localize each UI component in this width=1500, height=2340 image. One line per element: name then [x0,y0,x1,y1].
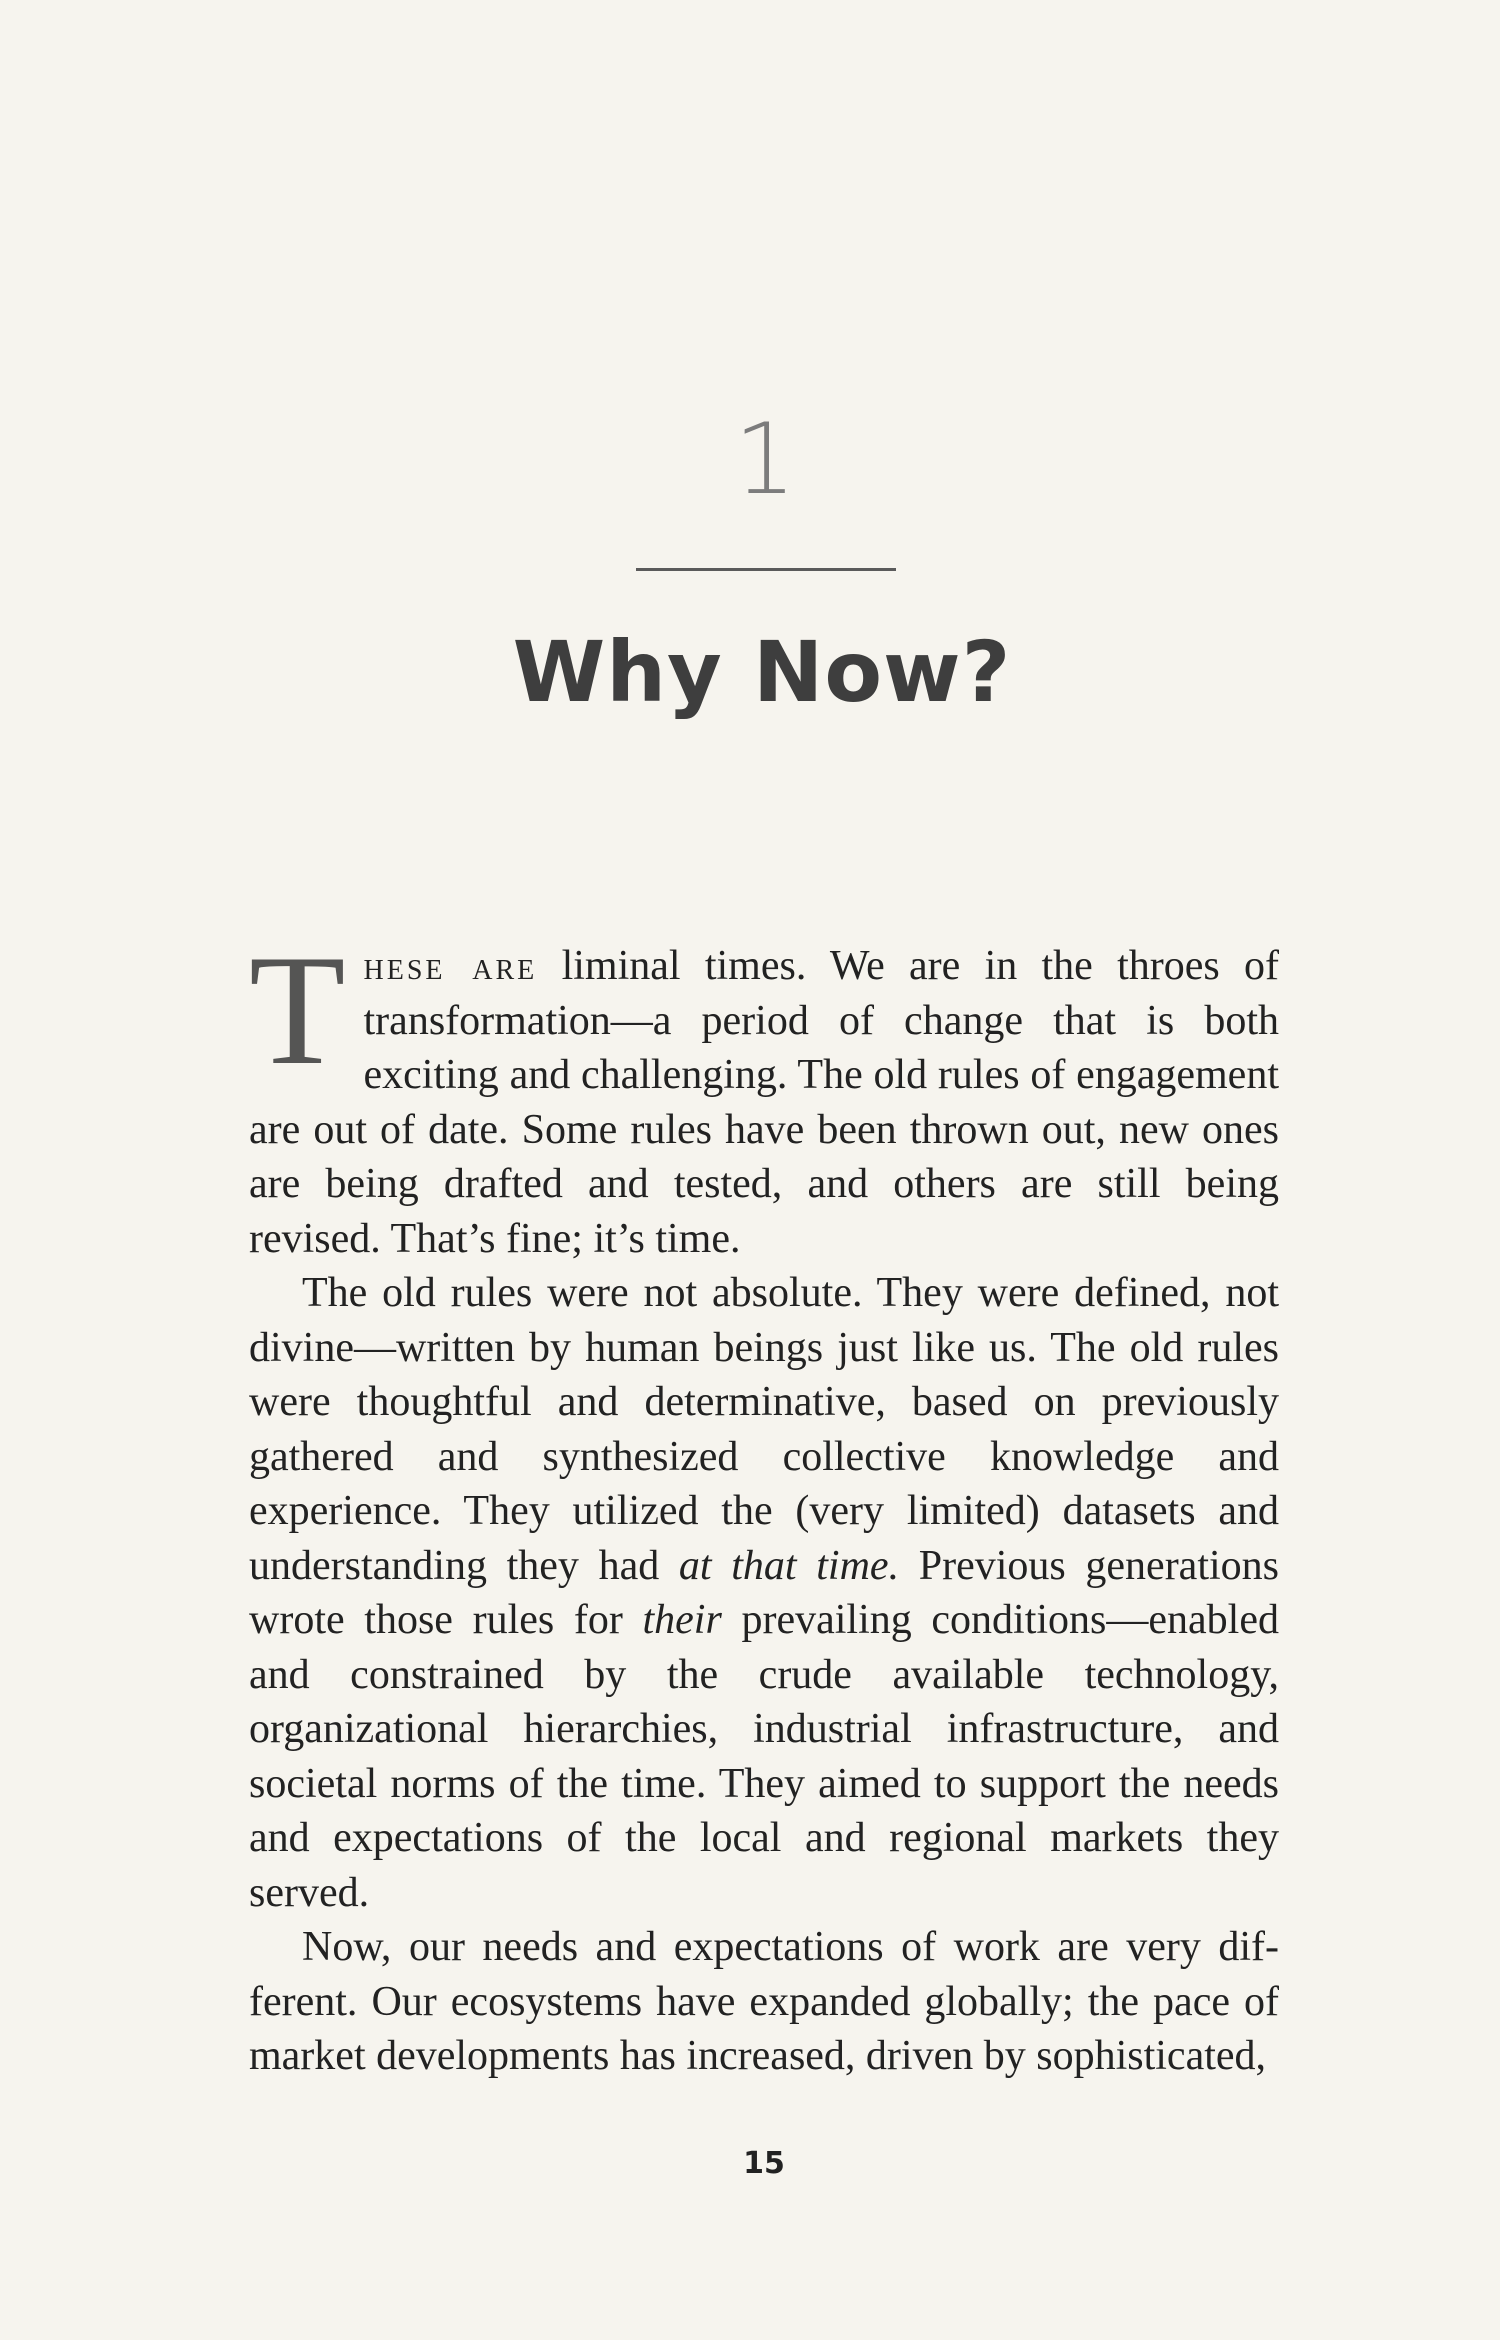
paragraph-2-text-b: Previous generations wrote those rules for [249,1542,1280,1643]
paragraph-1 [249,923,1279,1266]
chapter-divider [636,568,896,571]
paragraph-3 [249,1920,1279,2084]
paragraph-2-text-a: The old rules were not absolute. They were defined, not divine—written by human beings just like us. The old rules were thoughtful and determinative, based on previously gathered and synthesized collective knowledge and experience. They utilized the (very limited) datasets and understanding they had [249,1270,1279,1589]
paragraph-3-text: Now, our needs and expectations of work are very different. Our ecosystems have expanded globally; the pace of market developments has increased, driven by sophisticated, [249,1924,1279,2079]
chapter-title: Why Now? [512,623,1012,721]
emphasis-at-that-time: at that time. [678,1542,900,1589]
paragraph-1-text: liminal times. We are in the throes of transformation—a period of change that is both exciting and challenging. The old rules of engagement are out of date. Some rules have been thrown out, new ones are being drafted and tested, and others are still being revised. That’s fine; it’s time. [249,943,1279,1262]
chapter-body [249,923,1280,2084]
chapter-number: 1 [733,403,797,517]
emphasis-their: their [642,1597,722,1643]
paragraph-2 [249,1266,1279,1920]
paragraph-2-text-c: prevailing conditions—enabled and constrained by the crude available technology, organizational hierarchies, industrial infrastructure, and societal norms of the time. They aimed to support the needs and expectations of the local and regional markets they served. [249,1597,1279,1916]
lead-in-smallcaps: hese are [363,943,538,988]
drop-cap: T [249,923,346,1098]
page-number: 15 [743,2146,785,2181]
